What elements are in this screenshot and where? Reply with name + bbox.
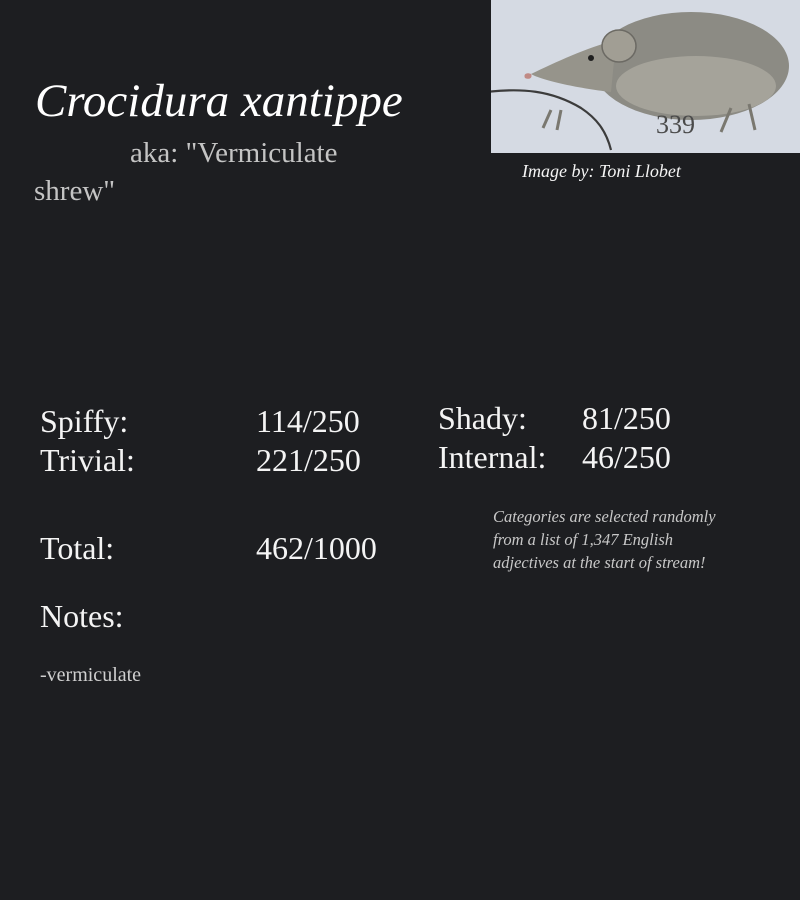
shady-label: Shady: [438,400,527,436]
notes-heading: Notes: [40,598,124,634]
plate-number: 339 [656,110,695,139]
category-note: Categories are selected randomly from a list of 1,347 English adjectives at the start of stream! [493,507,716,572]
shady-score: 81/250 [582,400,671,436]
total-label: Total: [40,530,115,566]
internal-label: Internal: [438,439,547,475]
shrew-ear [602,30,636,62]
internal-score: 46/250 [582,439,671,475]
spiffy-label: Spiffy: [40,403,129,439]
spiffy-score: 114/250 [256,403,360,439]
trivial-label: Trivial: [40,442,135,478]
shrew-illustration [491,0,800,153]
total-score: 462/1000 [256,530,377,566]
shrew-eye [588,55,594,61]
common-name: aka: "Vermiculate shrew" [34,137,338,207]
trivial-score: 221/250 [256,442,361,478]
note-item: -vermiculate [40,664,142,686]
species-name: Crocidura xantippe [35,75,403,127]
image-credit: Image by: Toni Llobet [522,161,681,181]
